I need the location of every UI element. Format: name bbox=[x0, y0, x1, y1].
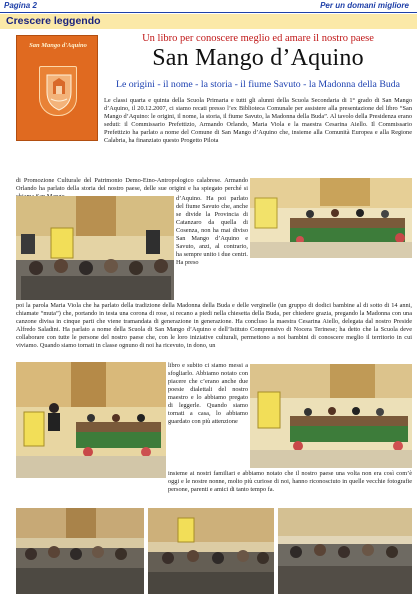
article-paragraph-2: di Promozione Culturale del Patrimonio Demo-Etno-Antropologico calabrese. Armando Orlando ha parlato della storia del nostro paese, delle sue origini e ha spiegato perché si bbox=[16, 177, 248, 192]
photo-speaker-lectern bbox=[16, 362, 166, 478]
header-divider bbox=[0, 12, 417, 13]
photo-audience-left bbox=[16, 508, 144, 594]
magazine-title: Per un domani migliore bbox=[320, 1, 409, 10]
section-title: Crescere leggendo bbox=[6, 15, 101, 27]
photo-presidency-table bbox=[250, 178, 412, 258]
article-paragraph-1: Le classi quarta e quinta della Scuola Primaria e tutti gli alunni della Scuola Secondaria di 1° grado di San Mango d’Aquino, il 20.12.2007, ci siamo recati presso l’ex Biblioteca Comunale per assistere alla presentazione del libro “San Mango d’Aquino: le origini, il nome, la storia, il fiume Savuto, la Madonna della Buda”. Al tavolo della Presidenza erano seduti: il Commissario Prefettizio, Armando Orlando, Maria Viola e la maestra Cesarina Aiello. Il Commissario Prefettizio ha parlato a nome del Comune di San Mango d’Aquino che, insieme alla Comunità Europea e alla Regione Calabria, ha finanziato questo Progetto Pilota bbox=[104, 97, 412, 144]
article-title: San Mango d’Aquino bbox=[152, 45, 364, 71]
coat-of-arms-icon bbox=[39, 66, 77, 116]
photo-audience-students bbox=[16, 196, 174, 300]
book-cover-title: San Mango d'Aquino bbox=[29, 42, 87, 49]
page-number: Pagina 2 bbox=[4, 1, 37, 10]
article-headline: Un libro per conoscere meglio ed amare il nostro paese bbox=[142, 33, 374, 44]
photo-audience-center bbox=[148, 508, 274, 594]
article-paragraph-5: libro e subito ci siamo messi a sfogliarlo. Abbiamo notato con piacere che c’erano anche due poesie dialettali del nostro maestro e lo abbiamo pregato di leggerle. Quando siamo tornati a casa, lo abbiamo guardato con più attenzione bbox=[168, 362, 248, 425]
article-paragraph-6: insieme ai nostri familiari e abbiamo notato che il nostro paese una volta non era così com’è oggi e le nostre nonne, molto più curiose di noi, hanno riconosciuto in quelle vecchie fotografie persone, parenti e amici di tanto tempo fa. bbox=[168, 470, 412, 493]
photo-audience-right bbox=[278, 508, 412, 594]
photo-table-wide bbox=[250, 364, 412, 468]
book-cover-image bbox=[16, 35, 98, 141]
article-paragraph-3: d’Aquino. Ha poi parlato del fiume Savuto che, anche se divide la Provincia di Catanzaro da quella di Cosenza, non ha mai diviso San Mango d’Aquino e Savuto, anzi, al contrario, ha sempre unito i due centri. Ha preso bbox=[176, 195, 248, 266]
article-subtitle: Le origini - il nome - la storia - il fiume Savuto - la Madonna della Buda bbox=[115, 79, 401, 90]
article-paragraph-4: poi la parola Maria Viola che ha parlato della tradizione della Madonna della Buda e delle verginelle (un gruppo di dodici bambine al di sotto di 14 anni, chiamate “muta”) che, portando in testa una corona di rose, si recano a piedi nella chiesetta della Buda, per chiedere grazia, pregando la Madonna con una canzone divisa in cinque parti che viene tramandata di generazione in generazione. Ha concluso la maestra Cesarina Aiello, delegata dal nostro Preside Alfredo Saladini. Ha parlato a nome della Scuola di San Mango d’Aquino e dell’Istituto Comprensivo di Nocera Terinese; ha detto che la Scuola deve collaborare con tutte le persone del nostro paese che, con le loro iniziative culturali, permettono a noi bambini di conoscere meglio il territorio in cui viviamo. Quando siamo tornati in classe ognuno di noi ha ricevuto, in dono, un bbox=[16, 302, 412, 349]
